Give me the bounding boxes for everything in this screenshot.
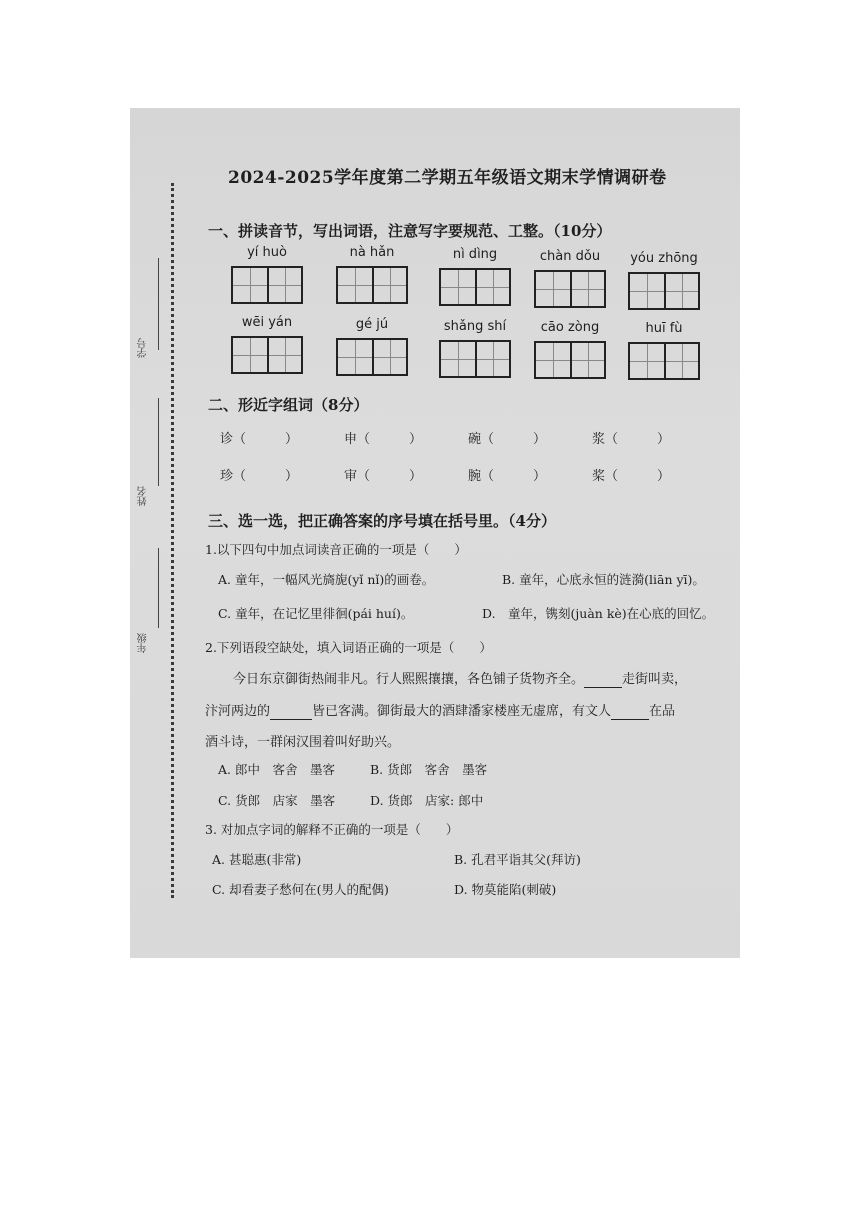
pinyin-box: [439, 246, 511, 306]
q1-option-b[interactable]: B. 童年，心底永恒的涟漪(liān yī)。: [502, 572, 705, 587]
similar-char-row: [220, 465, 716, 484]
pinyin-label: wēi yán: [241, 315, 293, 330]
question-1-stem: 1.以下四句中加点词读音正确的一项是（ ）: [205, 542, 467, 557]
q3-option-b[interactable]: B. 孔君平诣其父(拜访): [454, 852, 581, 867]
q1-option-a[interactable]: A. 童年，一幅风光旖旎(yǐ nǐ)的画卷。: [218, 572, 435, 587]
scanned-exam-photo: [130, 108, 740, 958]
passage-text: 皆已客满。御街最大的酒肆潘家楼座无虚席，有文人: [312, 704, 612, 719]
writing-grid[interactable]: [439, 340, 511, 378]
writing-grid[interactable]: [439, 268, 511, 306]
writing-grid[interactable]: [336, 266, 408, 304]
q3-option-c[interactable]: C. 却看妻子愁何在(男人的配偶): [212, 882, 389, 897]
pinyin-box: [336, 244, 408, 304]
q3-option-a[interactable]: A. 甚聪惠(非常): [212, 852, 302, 867]
writing-grid[interactable]: [231, 336, 303, 374]
exam-title: 2024-2025学年度第二学期五年级语文期末学情调研卷: [228, 168, 667, 188]
char-blank[interactable]: 桨（ ）: [592, 469, 671, 484]
binding-margin-line: [171, 183, 174, 898]
char-blank[interactable]: 审（ ）: [344, 469, 423, 484]
q2-passage-line-1: [233, 668, 687, 688]
pinyin-label: nà hǎn: [349, 245, 395, 260]
char-blank[interactable]: 浆（ ）: [592, 432, 671, 447]
pinyin-label: shǎng shí: [443, 319, 507, 334]
pinyin-box: [231, 314, 303, 374]
pinyin-label: huī fù: [645, 321, 683, 336]
q2-passage-line-3: 酒斗诗，一群闲汉围着叫好助兴。: [205, 735, 401, 750]
passage-blank[interactable]: [584, 672, 622, 688]
q3-option-d[interactable]: D. 物莫能陷(刺破): [454, 882, 557, 897]
char-blank[interactable]: 腕（ ）: [468, 469, 547, 484]
char-blank[interactable]: 诊（ ）: [220, 432, 299, 447]
section2-heading: 二、形近字组词（8分）: [208, 396, 369, 414]
writing-grid[interactable]: [534, 270, 606, 308]
pinyin-label: gé jú: [355, 317, 389, 332]
pinyin-box: [534, 248, 606, 308]
pinyin-label: yí huò: [247, 245, 287, 260]
side-label-name: 姓名: [138, 486, 149, 506]
side-label-grade: 年级: [138, 633, 149, 653]
pinyin-box: [534, 319, 606, 379]
section1-heading: 一、拼读音节，写出词语，注意写字要规范、工整。（10分）: [208, 222, 612, 240]
question-3-stem: 3. 对加点字词的解释不正确的一项是（ ）: [205, 822, 459, 837]
writing-grid[interactable]: [231, 266, 303, 304]
char-blank[interactable]: 珍（ ）: [220, 469, 299, 484]
q2-passage-line-2: [205, 700, 675, 720]
writing-grid[interactable]: [628, 342, 700, 380]
q2-option-c[interactable]: C. 货郎 店家 墨客: [218, 793, 336, 808]
section3-heading: 三、选一选，把正确答案的序号填在括号里。（4分）: [208, 512, 556, 530]
name-line: [158, 398, 159, 486]
pinyin-box: [439, 318, 511, 378]
passage-blank[interactable]: [270, 704, 312, 720]
pinyin-label: chàn dǒu: [539, 249, 601, 264]
char-blank[interactable]: 申（ ）: [344, 432, 423, 447]
writing-grid[interactable]: [628, 272, 700, 310]
similar-char-row: [220, 428, 716, 447]
pinyin-label: yóu zhōng: [630, 251, 698, 266]
q2-option-a[interactable]: A. 郎中 客舍 墨客: [218, 762, 335, 777]
q1-option-c[interactable]: C. 童年，在记忆里徘徊(pái huí)。: [218, 606, 414, 621]
passage-text: 今日东京御街热闹非凡。行人熙熙攘攘，各色铺子货物齐全。: [233, 672, 585, 687]
question-2-stem: 2.下列语段空缺处，填入词语正确的一项是（ ）: [205, 640, 492, 655]
q2-option-d[interactable]: D. 货郎 店家: 郎中: [370, 793, 484, 808]
pinyin-box: [628, 320, 700, 380]
grade-line: [158, 548, 159, 628]
pinyin-box: [336, 316, 408, 376]
pinyin-label: cāo zòng: [540, 320, 600, 335]
passage-blank[interactable]: [611, 704, 649, 720]
side-label-student-id: 学号: [138, 338, 149, 358]
pinyin-label: nì dìng: [452, 247, 498, 262]
q1-option-d[interactable]: D. 童年，镌刻(juàn kè)在心底的回忆。: [482, 606, 715, 621]
passage-text: 汴河两边的: [205, 704, 271, 719]
passage-text: 在品: [649, 704, 676, 719]
writing-grid[interactable]: [336, 338, 408, 376]
pinyin-box: [628, 250, 700, 310]
writing-grid[interactable]: [534, 341, 606, 379]
q2-option-b[interactable]: B. 货郎 客舍 墨客: [370, 762, 488, 777]
char-blank[interactable]: 碗（ ）: [468, 432, 547, 447]
student-id-line: [158, 258, 159, 350]
passage-text: 走街叫卖，: [622, 672, 688, 687]
pinyin-box: [231, 244, 303, 304]
